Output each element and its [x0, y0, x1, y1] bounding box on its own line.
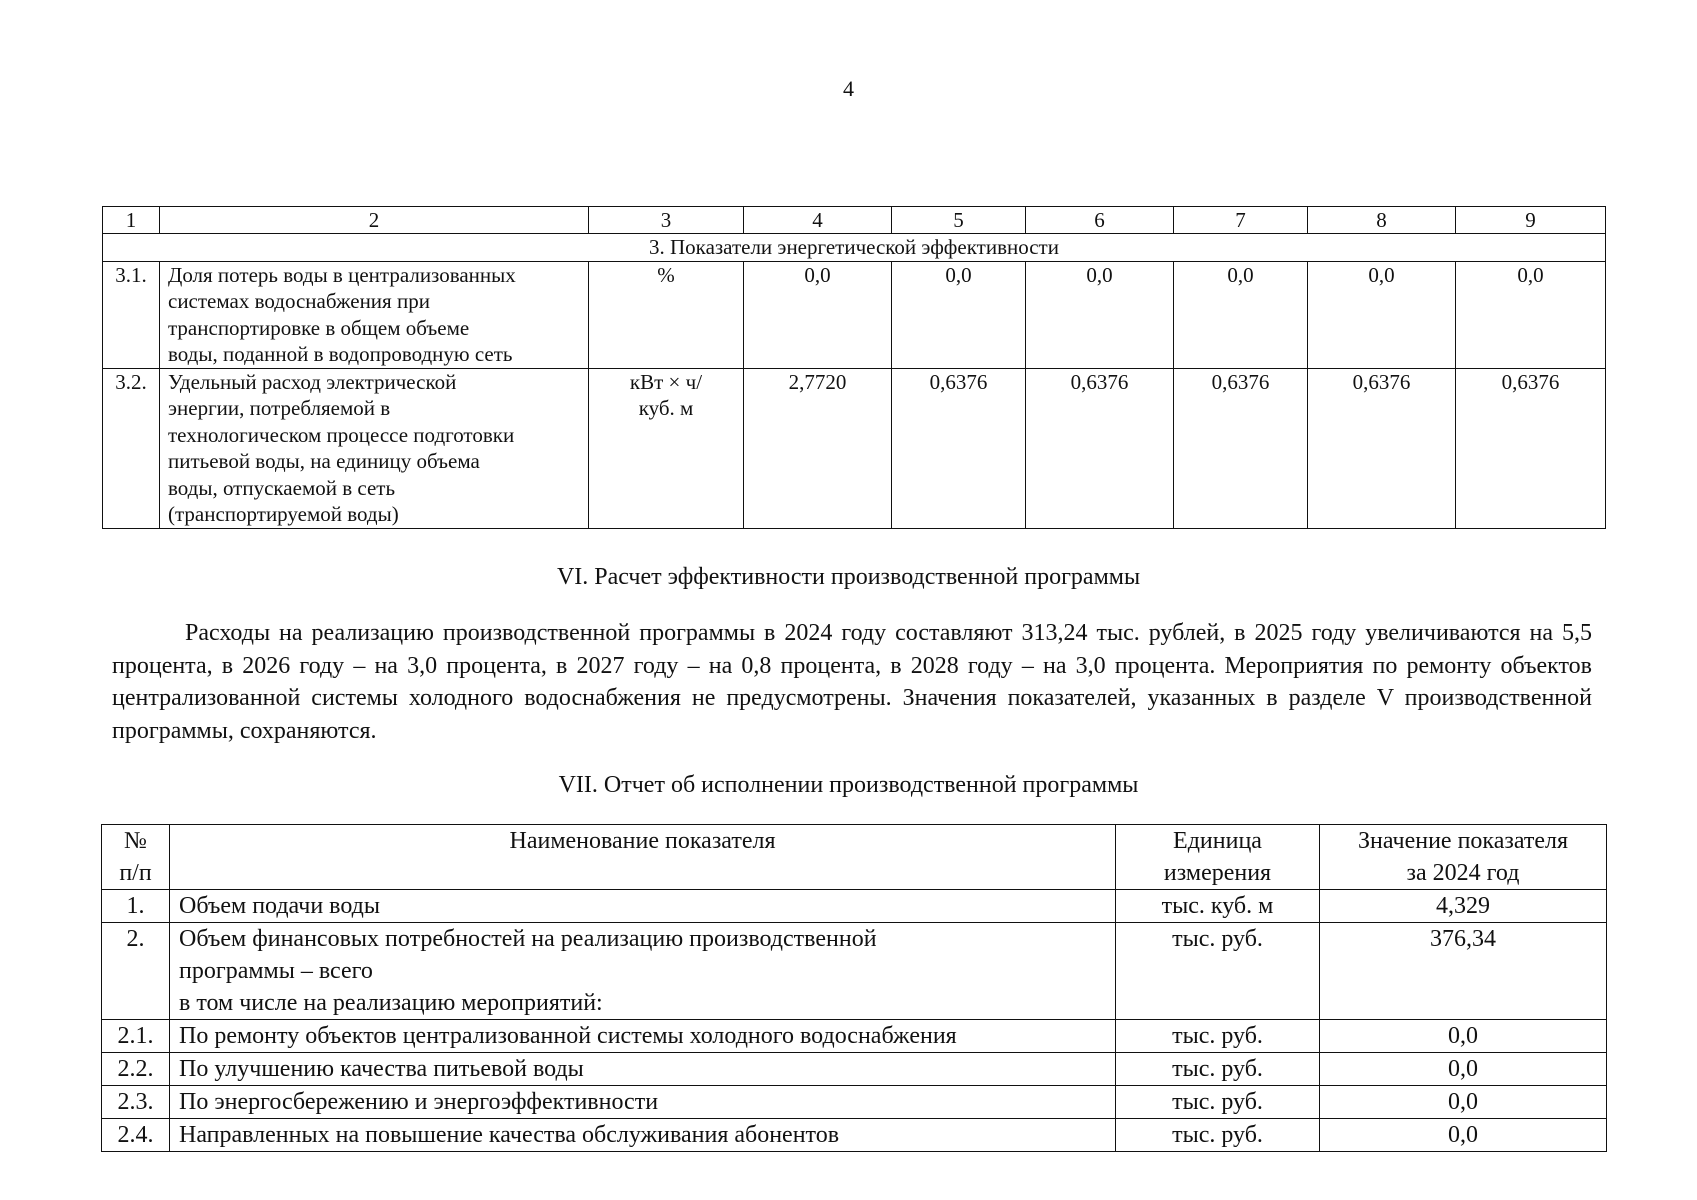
header-line: измерения	[1163, 860, 1272, 886]
indicator-name	[170, 1119, 1116, 1152]
indicator-name-line: Объем подачи воды	[179, 893, 380, 919]
column-number: 5	[892, 207, 1026, 234]
indicator-name-line: программы – всего	[179, 958, 373, 984]
value-cell: 0,6376	[1174, 368, 1308, 528]
header-line: №	[124, 828, 147, 854]
value-cell: 376,34	[1320, 923, 1607, 1020]
section-vi-heading: VI. Расчет эффективности производственной программы	[556, 564, 1141, 590]
value-cell: 0,0	[1174, 261, 1308, 368]
column-number: 3	[589, 207, 744, 234]
header-row	[102, 825, 1607, 890]
value-cell: 0,0	[1320, 1053, 1607, 1086]
indicator-name-line: воды, отпускаемой в сеть	[168, 475, 396, 500]
indicator-name	[170, 1086, 1116, 1119]
column-number: 7	[1174, 207, 1308, 234]
section-title: 3. Показатели энергетической эффективности	[103, 234, 1606, 262]
value-cell: 4,329	[1320, 890, 1607, 923]
indicator-name-line: технологическом процессе подготовки	[168, 422, 515, 447]
indicator-name	[160, 368, 589, 528]
value-cell: 0,0	[1456, 261, 1606, 368]
indicator-name-line: Направленных на повышение качества обслуживания абонентов	[179, 1122, 840, 1148]
row-number: 2.3.	[102, 1086, 170, 1119]
column-number: 1	[103, 207, 160, 234]
row-number: 2.2.	[102, 1053, 170, 1086]
header-line: п/п	[119, 860, 152, 886]
indicator-name-line: Доля потерь воды в централизованных	[168, 262, 516, 287]
row-number: 3.2.	[103, 368, 160, 528]
unit-line: куб. м	[638, 396, 694, 420]
value-cell: 0,6376	[892, 368, 1026, 528]
row-number: 3.1.	[103, 261, 160, 368]
value-cell: 0,0	[1320, 1086, 1607, 1119]
value-cell: 0,0	[1308, 261, 1456, 368]
column-number: 4	[744, 207, 892, 234]
unit-cell	[589, 261, 744, 368]
indicator-name	[170, 890, 1116, 923]
row-number: 1.	[102, 890, 170, 923]
column-number: 9	[1456, 207, 1606, 234]
header-name: Наименование показателя	[170, 825, 1116, 890]
indicator-name-line: системах водоснабжения при	[168, 289, 430, 313]
indicator-name-line: По улучшению качества питьевой воды	[179, 1056, 584, 1082]
unit-cell: тыс. куб. м	[1116, 890, 1320, 923]
page-number: 4	[843, 76, 854, 101]
value-cell: 0,6376	[1026, 368, 1174, 528]
table-row	[102, 890, 1607, 923]
table-row	[102, 1119, 1607, 1152]
value-cell: 0,0	[892, 261, 1026, 368]
indicator-name-line: питьевой воды, на единицу объема	[168, 449, 480, 473]
row-number: 2.4.	[102, 1119, 170, 1152]
indicator-name-line: воды, поданной в водопроводную сеть	[168, 342, 513, 366]
section-vii-heading: VII. Отчет об исполнении производственной программы	[558, 772, 1139, 798]
table-row	[103, 368, 1606, 528]
indicator-name	[170, 923, 1116, 1020]
header-value	[1320, 825, 1607, 890]
indicator-name	[160, 261, 589, 368]
column-number: 8	[1308, 207, 1456, 234]
unit-line: %	[657, 262, 675, 287]
header-unit	[1116, 825, 1320, 890]
column-number: 6	[1026, 207, 1174, 234]
indicator-name-line: энергии, потребляемой в	[168, 396, 391, 420]
indicator-name-line: в том числе на реализацию мероприятий:	[179, 990, 603, 1016]
header-number	[102, 825, 170, 890]
table-row	[102, 1020, 1607, 1053]
unit-line: кВт × ч/	[629, 369, 703, 394]
indicator-name-line: (транспортируемой воды)	[168, 502, 399, 526]
value-cell: 0,0	[744, 261, 892, 368]
header-line: за 2024 год	[1406, 860, 1520, 886]
section-vi-paragraph: Расходы на реализацию производственной программы в 2024 году составляют 313,24 тыс. рублей, в 2025 году увеличиваются на 5,5 процента, в 2026 году – на 3,0 процента, в 2027 году – на 0,8 процента, в 2028 году – на 3,0 процента. Мероприятия по ремонту объектов централизованной системы холодного водоснабжения не предусмотрены. Значения показателей, указанных в разделе V производственной программы, сохраняются.	[112, 620, 1592, 744]
indicator-name	[170, 1053, 1116, 1086]
energy-efficiency-table	[102, 206, 1606, 529]
unit-cell	[589, 368, 744, 528]
table-row	[102, 1053, 1607, 1086]
row-number: 2.1.	[102, 1020, 170, 1053]
unit-cell: тыс. руб.	[1116, 1020, 1320, 1053]
indicator-name-line: Удельный расход электрической	[168, 369, 457, 394]
value-cell: 0,0	[1320, 1119, 1607, 1152]
indicator-name	[170, 1020, 1116, 1053]
indicator-name-line: Объем финансовых потребностей на реализацию производственной	[179, 926, 877, 952]
column-number: 2	[160, 207, 589, 234]
unit-cell: тыс. руб.	[1116, 1053, 1320, 1086]
header-line: Единица	[1173, 828, 1262, 854]
indicator-name-line: По ремонту объектов централизованной системы холодного водоснабжения	[179, 1023, 957, 1049]
unit-cell: тыс. руб.	[1116, 1086, 1320, 1119]
value-cell: 0,6376	[1308, 368, 1456, 528]
table-row	[103, 261, 1606, 368]
unit-cell: тыс. руб.	[1116, 1119, 1320, 1152]
section-row	[103, 234, 1606, 262]
unit-cell: тыс. руб.	[1116, 923, 1320, 1020]
row-number: 2.	[102, 923, 170, 1020]
indicator-name-line: По энергосбережению и энергоэффективности	[179, 1089, 659, 1115]
table-row	[102, 1086, 1607, 1119]
value-cell: 0,6376	[1456, 368, 1606, 528]
program-report-table	[101, 824, 1607, 1152]
table-row	[102, 923, 1607, 1020]
column-number-row	[103, 207, 1606, 234]
value-cell: 0,0	[1320, 1020, 1607, 1053]
indicator-name-line: транспортировке в общем объеме	[168, 315, 470, 340]
value-cell: 2,7720	[744, 368, 892, 528]
header-line: Значение показателя	[1357, 828, 1569, 854]
value-cell: 0,0	[1026, 261, 1174, 368]
